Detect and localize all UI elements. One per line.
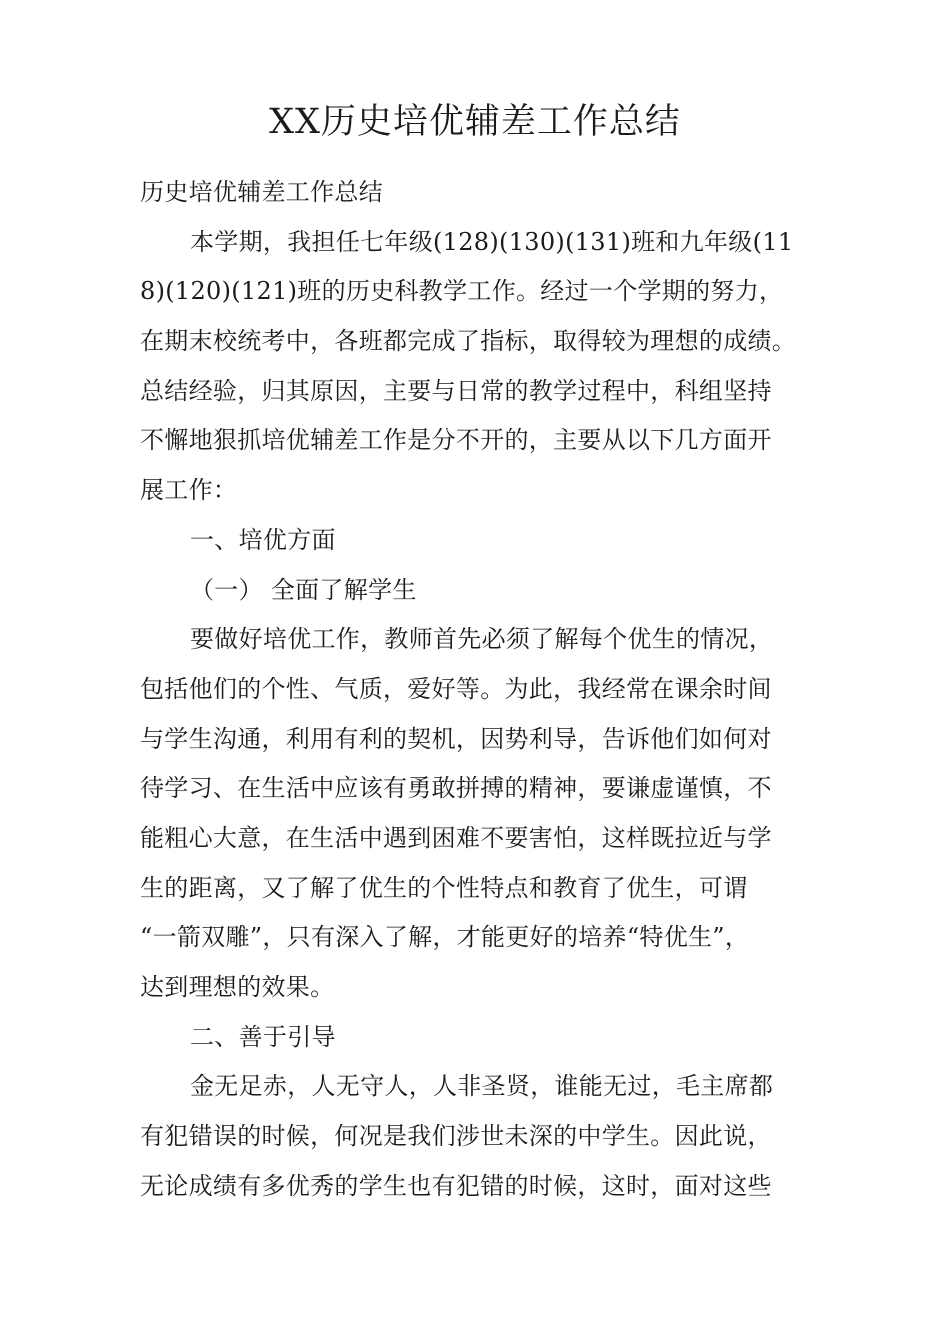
paragraph-line: 待学习、在生活中应该有勇敢拼搏的精神，要谦虚谨慎，不 xyxy=(140,774,772,803)
subtitle-line: 历史培优辅差工作总结 xyxy=(140,178,383,206)
paragraph-line: 与学生沟通，利用有利的契机，因势利导，告诉他们如何对 xyxy=(140,724,772,753)
paragraph-line: 无论成绩有多优秀的学生也有犯错的时候，这时，面对这些 xyxy=(140,1171,772,1200)
paragraph-line: 总结经验，归其原因，主要与日常的教学过程中，科组坚持 xyxy=(140,376,772,405)
paragraph-line: 包括他们的个性、气质，爱好等。为此，我经常在课余时间 xyxy=(140,674,772,703)
paragraph-line: 达到理想的效果。 xyxy=(140,973,335,1001)
document-title: XX历史培优辅差工作总结 xyxy=(269,102,681,142)
paragraph-line: 金无足赤，人无守人，人非圣贤，谁能无过，毛主席都 xyxy=(190,1072,774,1101)
paragraph-line: 本学期，我担任七年级(128)(130)(131)班和九年级(11 xyxy=(190,227,794,256)
paragraph-line: 要做好培优工作，教师首先必须了解每个优生的情况， xyxy=(190,625,774,654)
paragraph-line: 生的距离，又了解了优生的个性特点和教育了优生，可谓 xyxy=(140,873,748,902)
paragraph-line: 有犯错误的时候，何况是我们涉世未深的中学生。因此说， xyxy=(140,1122,772,1151)
paragraph-line: 不懈地狠抓培优辅差工作是分不开的，主要从以下几方面开 xyxy=(140,426,772,455)
paragraph-line: 展工作： xyxy=(140,476,238,505)
paragraph-line: 在期末校统考中，各班都完成了指标，取得较为理想的成绩。 xyxy=(140,327,797,356)
subsection-heading: （一） 全面了解学生 xyxy=(190,575,417,604)
document-body xyxy=(140,168,820,1211)
paragraph-line: 8)(120)(121)班的历史科教学工作。经过一个学期的努力， xyxy=(140,277,784,306)
section-heading: 二、善于引导 xyxy=(190,1022,336,1051)
paragraph-line: 能粗心大意，在生活中遇到困难不要害怕，这样既拉近与学 xyxy=(140,823,772,852)
section-heading: 一、培优方面 xyxy=(190,525,336,554)
paragraph-line: “一箭双雕”，只有深入了解，才能更好的培养“特优生”， xyxy=(140,923,750,952)
